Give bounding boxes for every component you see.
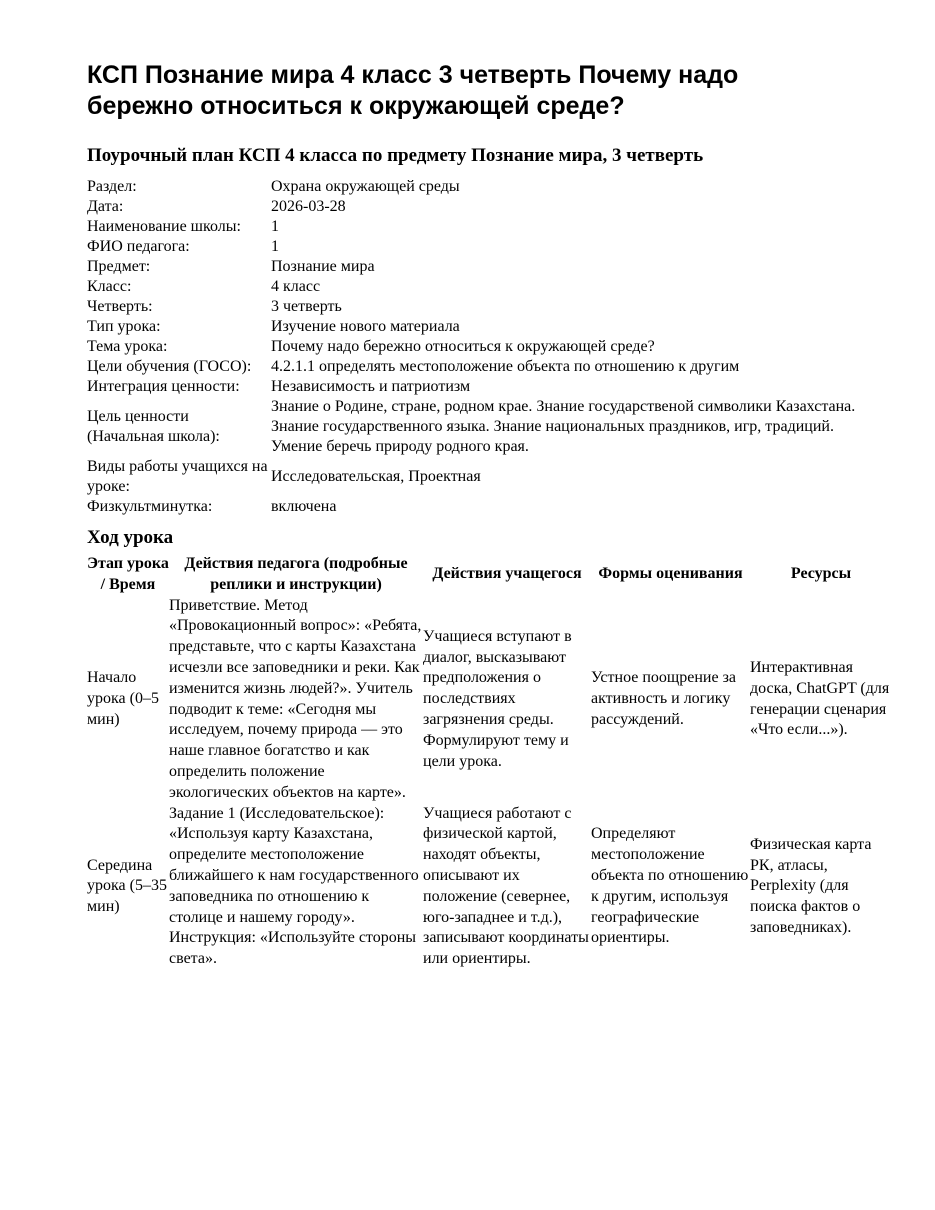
meta-row <box>87 337 863 357</box>
table-row <box>87 804 892 970</box>
meta-row <box>87 317 863 337</box>
meta-value: Почему надо бережно относиться к окружающей среде? <box>271 338 655 355</box>
cell-student: Учащиеся работают с физической картой, находят объекты, описывают их положение (севернее, юго-западнее и т.д.), записывают координаты или ориентиры. <box>423 804 589 968</box>
meta-label: ФИО педагога: <box>87 238 190 255</box>
meta-label: Четверть: <box>87 298 153 315</box>
meta-value: 1 <box>271 218 279 235</box>
cell-resources: Интерактивная доска, ChatGPT (для генерации сценария «Что если...»). <box>750 658 890 739</box>
cell-student: Учащиеся вступают в диалог, высказывают предположения о последствиях загрязнения среды. Формулируют тему и цели урока. <box>423 627 572 770</box>
meta-row <box>87 257 863 277</box>
meta-label: Раздел: <box>87 178 137 195</box>
plan-subtitle: Поурочный план КСП 4 класса по предмету Познание мира, 3 четверть <box>87 145 704 166</box>
meta-label: Предмет: <box>87 258 151 275</box>
meta-label: Дата: <box>87 198 124 215</box>
meta-row <box>87 377 863 397</box>
column-header-stage: Этап урока / Время <box>87 555 169 593</box>
meta-row <box>87 457 863 497</box>
cell-teacher: Приветствие. Метод «Провокационный вопрос»: «Ребята, представьте, что с карты Казахстана исчезли все заповедники и реки. Как изменится жизнь людей?». Учитель подводит к теме: «Сегодня мы исследуем, почему природа — это наше главное богатство и как определить положение экологических объектов на карте». <box>169 596 422 801</box>
table-header-row <box>87 554 892 596</box>
cell-assessment: Устное поощрение за активность и логику рассуждений. <box>591 669 736 728</box>
meta-label: Класс: <box>87 278 132 295</box>
meta-label: Тема урока: <box>87 338 168 355</box>
page-title: КСП Познание мира 4 класс 3 четверть Почему надо бережно относиться к окружающей среде? <box>87 61 739 120</box>
meta-value: Охрана окружающей среды <box>271 178 460 195</box>
meta-row <box>87 497 863 517</box>
cell-assessment: Определяют местоположение объекта по отношению к другим, используя географические ориентиры. <box>591 825 749 947</box>
meta-label: Интеграция ценности: <box>87 378 240 395</box>
meta-row <box>87 357 863 377</box>
cell-teacher: Задание 1 (Исследовательское): «Используя карту Казахстана, определите местоположение ближайшего к нам государственного заповедника по отношению к столице и нашему городу». Инструкция: «Используйте стороны света». <box>169 804 419 968</box>
meta-row <box>87 177 863 197</box>
cell-resources: Физическая карта РК, атласы, Perplexity (для поиска фактов о заповедниках). <box>750 835 872 936</box>
meta-row <box>87 277 863 297</box>
meta-value: Познание мира <box>271 258 375 275</box>
meta-value: Исследовательская, Проектная <box>271 468 481 485</box>
meta-row <box>87 237 863 257</box>
lesson-progress-heading: Ход урока <box>87 527 174 548</box>
cell-stage: Начало урока (0–5 мин) <box>87 669 159 728</box>
meta-label: Наименование школы: <box>87 218 241 235</box>
column-header-resources: Ресурсы <box>790 565 852 583</box>
meta-row <box>87 297 863 317</box>
meta-row <box>87 217 863 237</box>
meta-value: 3 четверть <box>271 298 342 315</box>
meta-value: 1 <box>271 238 279 255</box>
meta-value: включена <box>271 498 337 515</box>
meta-label: Физкультминутка: <box>87 498 213 515</box>
lesson-meta-table <box>87 177 863 517</box>
meta-value: Знание о Родине, стране, родном крае. Знание государственой символики Казахстана. Знание государственного языка. Знание национальных праздников, игр, традиций. Умение беречь природу родного края. <box>271 398 856 455</box>
meta-label: Цель ценности (Начальная школа): <box>87 408 220 445</box>
meta-value: 4.2.1.1 определять местоположение объекта по отношению к другим <box>271 358 740 375</box>
meta-value: 2026-03-28 <box>271 198 346 215</box>
lesson-progress-table <box>87 554 892 970</box>
meta-value: Независимость и патриотизм <box>271 378 471 395</box>
meta-label: Цели обучения (ГОСО): <box>87 358 252 375</box>
meta-row <box>87 397 863 457</box>
meta-label: Тип урока: <box>87 318 161 335</box>
cell-stage: Середина урока (5–35 мин) <box>87 856 167 916</box>
column-header-assessment: Формы оценивания <box>598 565 743 583</box>
meta-value: 4 класс <box>271 278 321 295</box>
table-row <box>87 596 892 804</box>
meta-value: Изучение нового материала <box>271 318 460 335</box>
column-header-student: Действия учащегося <box>432 565 582 583</box>
column-header-teacher: Действия педагога (подробные реплики и инструкции) <box>184 555 408 593</box>
meta-label: Виды работы учащихся на уроке: <box>87 458 268 495</box>
meta-row <box>87 197 863 217</box>
